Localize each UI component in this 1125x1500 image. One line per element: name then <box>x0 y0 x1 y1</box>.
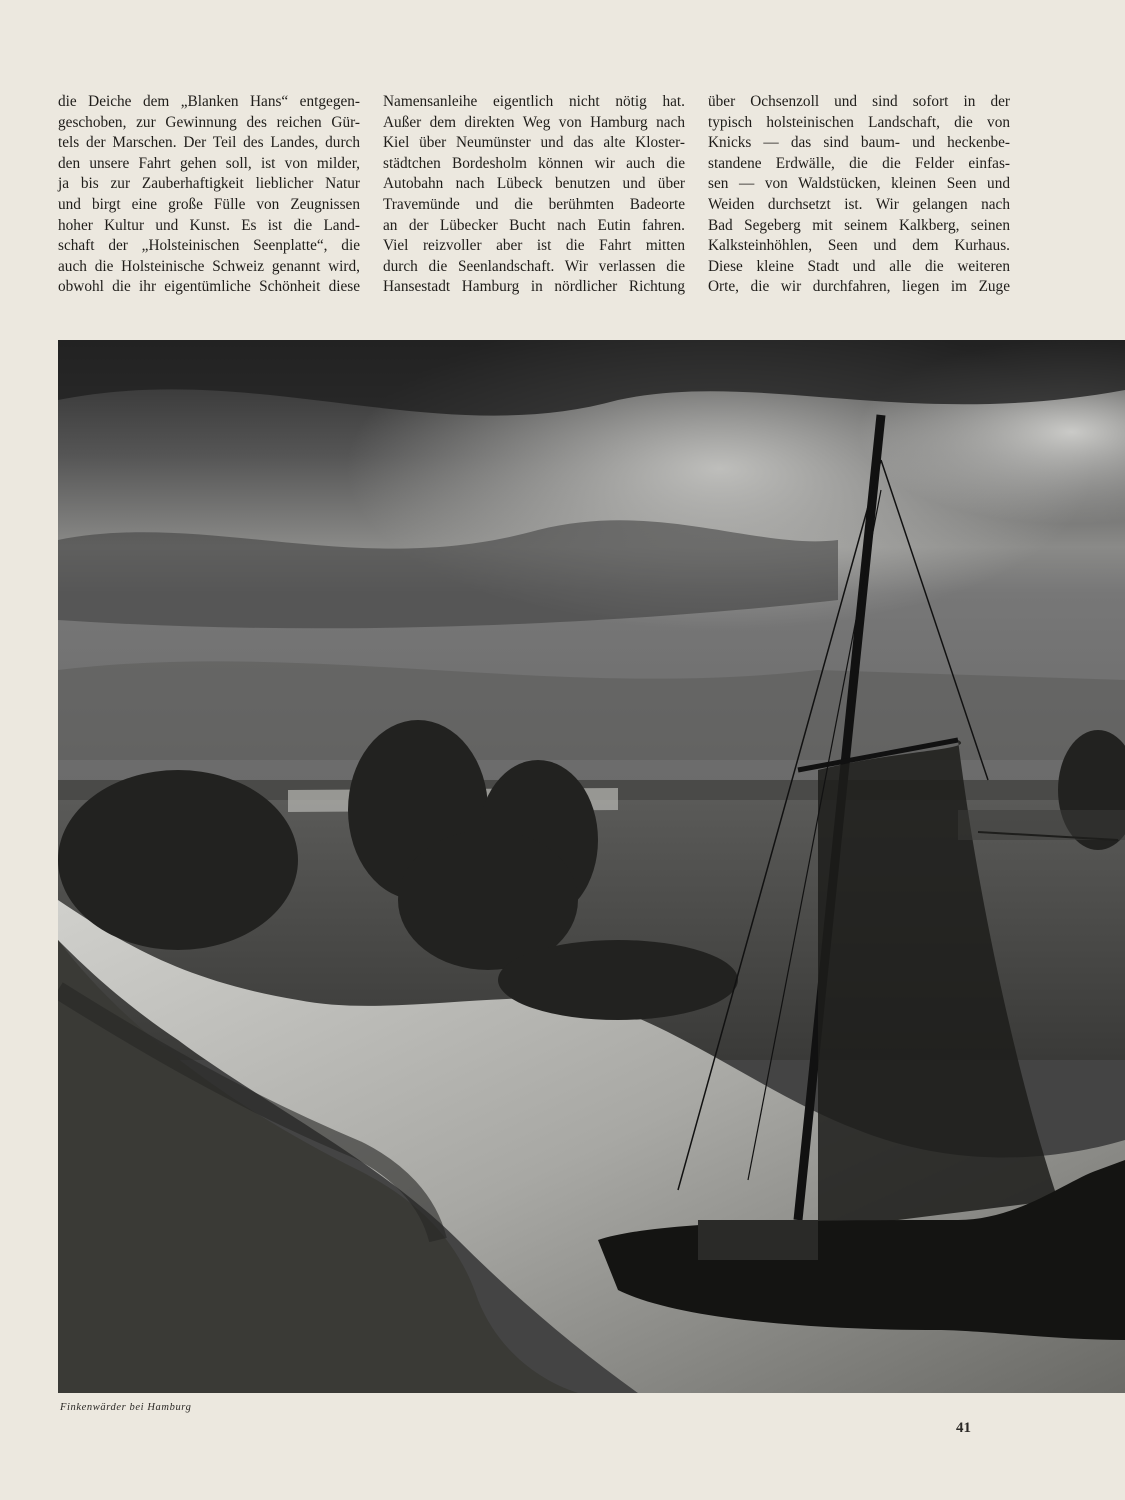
text-line: Hansestadt Hamburg in nördlicher Richtung <box>383 278 685 296</box>
text-line: standene Erdwälle, die die Felder einfas- <box>708 154 1010 172</box>
text-line: sen — von Waldstücken, kleinen Seen und <box>708 175 1010 193</box>
text-column-1 <box>58 92 360 302</box>
text-line: Travemünde und die berühmten Badeorte <box>383 195 685 213</box>
text-line: Diese kleine Stadt und alle die weiteren <box>708 257 1010 275</box>
text-line: Bad Segeberg mit seinem Kalkberg, seinen <box>708 216 1010 234</box>
text-column-2 <box>383 92 685 302</box>
text-line: Weiden durchsetzt ist. Wir gelangen nach <box>708 195 1010 213</box>
text-line: Kalksteinhöhlen, Seen und dem Kurhaus. <box>708 237 1010 255</box>
photo-illustration <box>58 340 1125 1393</box>
text-line: Außer dem direkten Weg von Hamburg nach <box>383 113 685 131</box>
photo-caption: Finkenwärder bei Hamburg <box>60 1402 192 1413</box>
text-line: durch die Seenlandschaft. Wir verlassen die <box>383 257 685 275</box>
text-line: typisch holsteinischen Landschaft, die von <box>708 113 1010 131</box>
text-line: an der Lübecker Bucht nach Eutin fahren. <box>383 216 685 234</box>
text-line: den unsere Fahrt gehen soll, ist von milder, <box>58 154 360 172</box>
text-line: die Deiche dem „Blanken Hans“ entgegen- <box>58 93 360 110</box>
text-line: obwohl die ihr eigentümliche Schönheit diese <box>58 278 360 296</box>
paragraph <box>383 92 685 298</box>
landscape-photo <box>58 340 1125 1393</box>
paragraph <box>708 92 1010 298</box>
paragraph <box>58 92 360 298</box>
text-line: Autobahn nach Lübeck benutzen und über <box>383 175 685 193</box>
article-text <box>58 92 1080 302</box>
text-line: Orte, die wir durchfahren, liegen im Zuge <box>708 278 1010 296</box>
text-column-3 <box>708 92 1010 302</box>
text-line: hoher Kultur und Kunst. Es ist die Land- <box>58 216 360 234</box>
page-number: 41 <box>956 1420 971 1436</box>
text-line: tels der Marschen. Der Teil des Landes, durch <box>58 134 360 152</box>
text-line: geschoben, zur Gewinnung des reichen Gür- <box>58 113 360 131</box>
text-line: und birgt eine große Fülle von Zeugnissen <box>58 195 360 213</box>
text-line: Kiel über Neumünster und das alte Kloster- <box>383 134 685 152</box>
text-line: Viel reizvoller aber ist die Fahrt mitten <box>383 237 685 255</box>
text-line: Namensanleihe eigentlich nicht nötig hat. <box>383 93 685 110</box>
text-line: auch die Holsteinische Schweiz genannt wird, <box>58 257 360 275</box>
text-line: schaft der „Holsteinischen Seenplatte“, die <box>58 237 360 255</box>
text-line: städtchen Bordesholm können wir auch die <box>383 154 685 172</box>
text-line: Knicks — das sind baum- und heckenbe- <box>708 134 1010 152</box>
text-line: ja bis zur Zauberhaftigkeit lieblicher Natur <box>58 175 360 193</box>
text-line: über Ochsenzoll und sind sofort in der <box>708 93 1010 110</box>
